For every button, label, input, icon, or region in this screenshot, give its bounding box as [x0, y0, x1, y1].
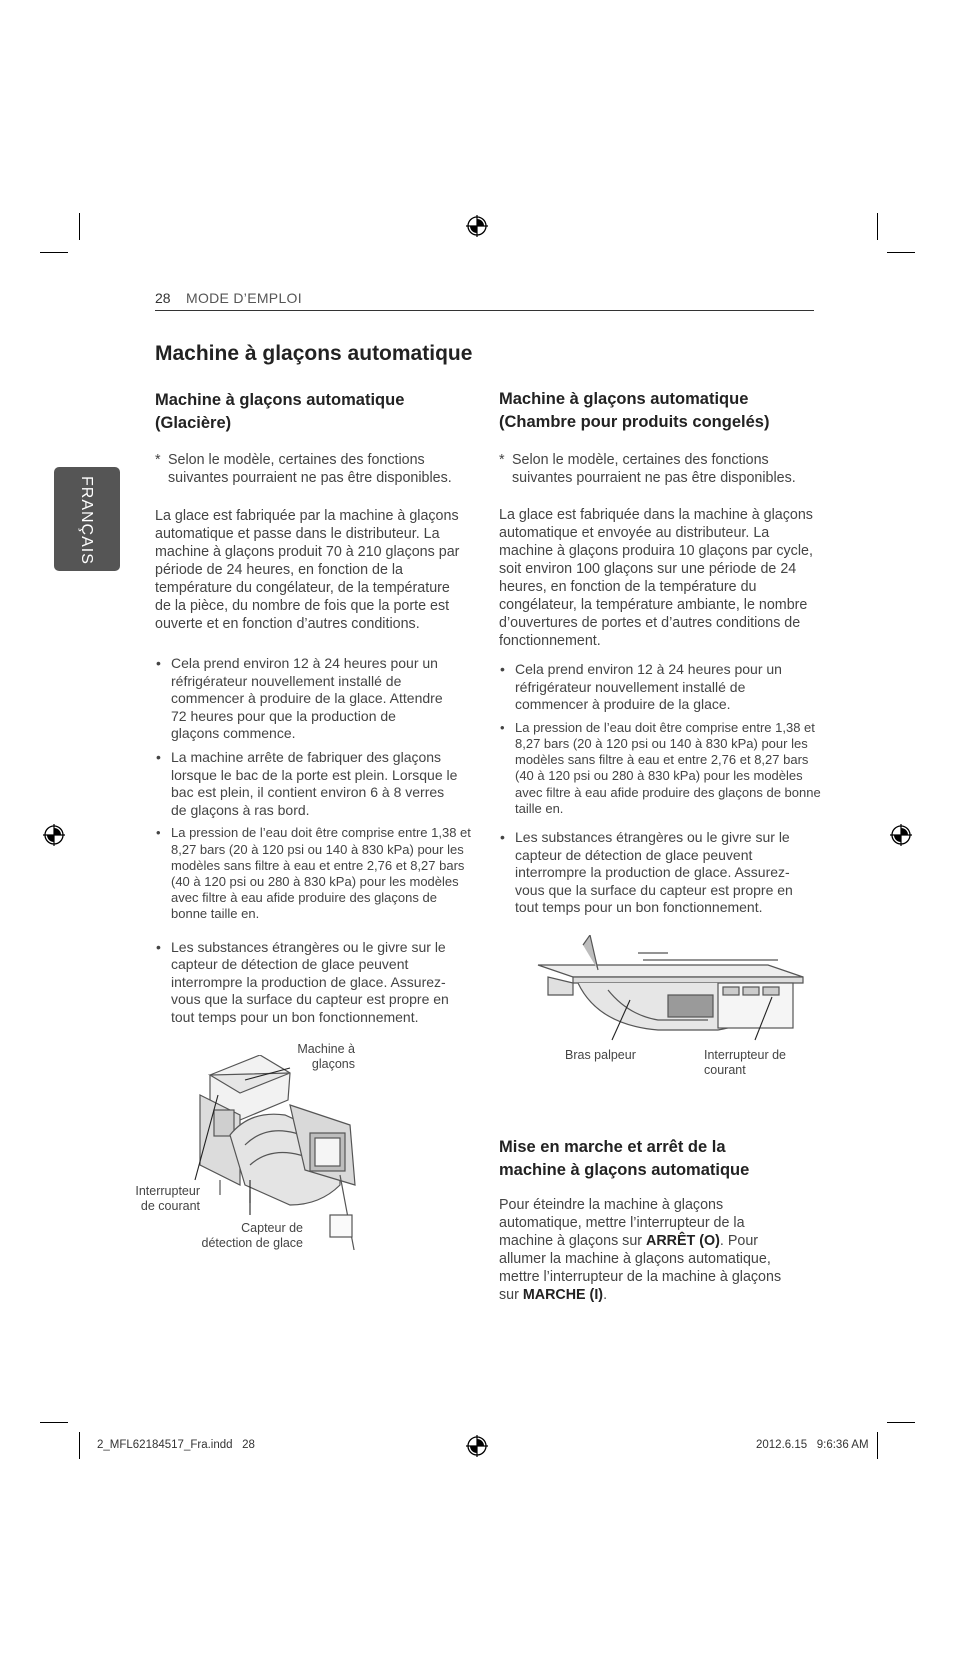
crop-mark: [877, 1432, 878, 1459]
running-head: MODE D’EMPLOI: [186, 290, 302, 306]
page-title: Machine à glaçons automatique: [155, 342, 473, 365]
section-heading-on-off: Mise en marche et arrêt de la machine à glaçons automatique: [499, 1138, 750, 1179]
list-item: • Cela prend environ 12 à 24 heures pour un réfrigérateur nouvellement installé de commencer à produire de la glace. Attendre 72 heures pour que la production de glaçons commence.: [156, 655, 443, 742]
figure-label-arm: Bras palpeur: [565, 1048, 636, 1062]
registration-mark-icon: [466, 215, 488, 237]
left-heading: Machine à glaçons automatique (Glacière): [155, 391, 405, 432]
list-item: • Les substances étrangères ou le givre sur le capteur de détection de glace peuvent interrompre la production de glace. Assurez-vous que la surface du capteur est propre en tout temps pour un bon fonctionnement.: [500, 829, 793, 916]
figure-label-switch: Interrupteur de courant: [135, 1184, 200, 1213]
figure-label-sensor: Capteur de détection de glace: [201, 1221, 303, 1250]
right-note-text: Selon le modèle, certaines des fonctions suivantes pourraient ne pas être disponibles.: [512, 452, 796, 486]
crop-mark: [877, 213, 878, 240]
right-heading: Machine à glaçons automatique (Chambre pour produits congelés): [499, 390, 770, 431]
crop-mark: [40, 1422, 68, 1423]
note-asterisk: *: [155, 452, 161, 468]
list-item: • Cela prend environ 12 à 24 heures pour un réfrigérateur nouvellement installé de commencer à produire de la glace.: [500, 661, 782, 713]
crop-mark: [79, 213, 80, 240]
right-intro: La glace est fabriquée dans la machine à glaçons automatique et envoyée au distributeur. La machine à glaçons produira 10 glaçons par cycle, soit environ 100 glaçons sur une période de 24 heures, en fonction de la température du congélateur, la température ambiante, le nombre d’ouvertures de portes et d’autres conditions de fonctionnement.: [499, 507, 813, 649]
page-number: 28: [155, 290, 171, 306]
list-item: • La machine arrête de fabriquer des glaçons lorsque le bac de la porte est plein. Lorsque le bac est plein, il contient environ 6 à 8 verres de glaçons à ras bord.: [156, 748, 458, 818]
crop-mark: [887, 252, 915, 253]
figure-label-switch-right: Interrupteur de courant: [704, 1048, 786, 1077]
leader-lines: [600, 985, 780, 1045]
note-asterisk: *: [499, 452, 505, 468]
registration-mark-icon: [466, 1435, 488, 1457]
header-rule: [155, 310, 814, 311]
list-item: • La pression de l’eau doit être comprise entre 1,38 et 8,27 bars (20 à 120 psi ou 140 à 830 kPa) pour les modèles sans filtre à eau et entre 2,76 et 8,27 bars (40 à 120 psi ou 280 à 830 kPa) pour les modèles avec filtre à eau afide produire des glaçons de bonne taille en.: [500, 719, 821, 816]
footer-file: 2_MFL62184517_Fra.indd 28: [97, 1439, 255, 1451]
list-item: • La pression de l’eau doit être comprise entre 1,38 et 8,27 bars (20 à 120 psi ou 140 à 830 kPa) pour les modèles sans filtre à eau et entre 2,76 et 8,27 bars (40 à 120 psi ou 280 à 830 kPa) pour les modèles avec filtre à eau afide produire des glaçons de bonne taille en.: [156, 825, 471, 922]
crop-mark: [79, 1432, 80, 1459]
left-note: [155, 451, 475, 487]
language-tab: [54, 467, 120, 571]
crop-mark: [887, 1422, 915, 1423]
crop-mark: [40, 252, 68, 253]
right-note: [499, 451, 819, 487]
on-label: MARCHE (I): [522, 1287, 604, 1303]
left-intro: La glace est fabriquée par la machine à glaçons automatique et passe dans le distributeur. La machine à glaçons produit 70 à 210 glaçons par période de 24 heures, en fonction de la température du congélateur, de la température de la pièce, du nombre de fois que la porte est ouverte et en fonction d’autres conditions.: [155, 508, 460, 632]
section-text-on-off: Pour éteindre la machine à glaçons automatique, mettre l’interrupteur de la machine à glaçons sur ARRÊT (O). Pour allumer la machine à glaçons automatique, mettre l’interrupteur de la machine à glaçons sur MARCHE (I).: [499, 1197, 782, 1303]
footer-datetime: 2012.6.15 9:6:36 AM: [756, 1439, 869, 1451]
left-note-text: Selon le modèle, certaines des fonctions suivantes pourraient ne pas être disponibles.: [168, 452, 452, 486]
registration-mark-icon: [43, 824, 65, 846]
list-item: • Les substances étrangères ou le givre sur le capteur de détection de glace peuvent interrompre la production de glace. Assurez-vous que la surface du capteur est propre en tout temps pour un bon fonctionnement.: [156, 938, 449, 1025]
language-tab-label: FRANÇAIS: [78, 475, 95, 565]
figure-label-icemaker: Machine à glaçons: [297, 1042, 355, 1071]
left-bullet-list: [155, 655, 470, 1027]
off-label: ARRÊT (O): [646, 1233, 720, 1249]
registration-mark-icon: [890, 824, 912, 846]
right-bullet-list: [499, 661, 819, 917]
